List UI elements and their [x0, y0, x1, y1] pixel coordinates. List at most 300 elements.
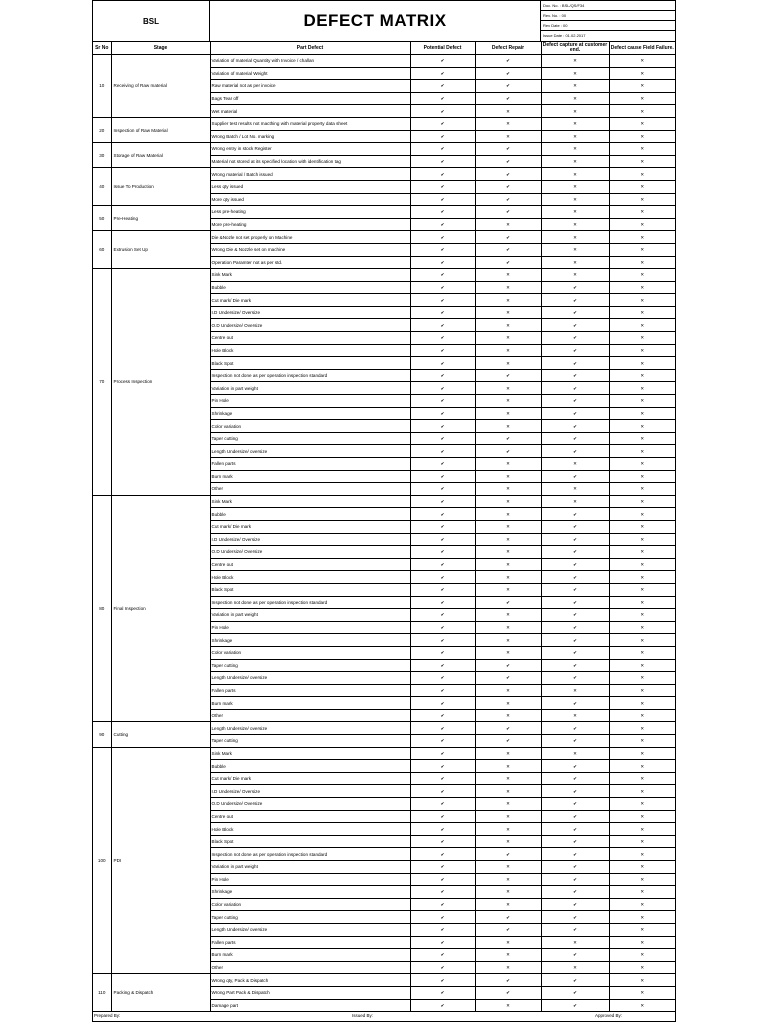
cross-icon: ✕: [475, 395, 541, 408]
document-title: DEFECT MATRIX: [303, 11, 447, 30]
issued-by-label: Issued By:: [352, 1013, 374, 1018]
cross-icon: ✕: [609, 206, 675, 219]
cross-icon: ✕: [475, 130, 541, 143]
column-header-field-failure: Defect cause Field Failure.: [609, 42, 675, 55]
cross-icon: ✕: [609, 986, 675, 999]
check-icon: ✔: [541, 949, 609, 962]
cross-icon: ✕: [541, 206, 609, 219]
check-icon: ✔: [410, 546, 475, 559]
check-icon: ✔: [410, 722, 475, 735]
cross-icon: ✕: [609, 848, 675, 861]
sr-no-cell: 60: [93, 231, 111, 269]
check-icon: ✔: [541, 445, 609, 458]
check-icon: ✔: [410, 986, 475, 999]
check-icon: ✔: [410, 508, 475, 521]
check-icon: ✔: [410, 596, 475, 609]
cross-icon: ✕: [541, 92, 609, 105]
check-icon: ✔: [410, 193, 475, 206]
part-defect-cell: Wrong qty, Pack & Dispatch: [210, 974, 410, 987]
check-icon: ✔: [541, 861, 609, 874]
check-icon: ✔: [410, 243, 475, 256]
check-icon: ✔: [541, 722, 609, 735]
table-row: [93, 974, 675, 987]
check-icon: ✔: [475, 143, 541, 156]
part-defect-cell: Black Spot: [210, 583, 410, 596]
cross-icon: ✕: [475, 520, 541, 533]
check-icon: ✔: [541, 306, 609, 319]
check-icon: ✔: [541, 357, 609, 370]
column-header-defect-capture: Defect capture at customer end.: [542, 42, 608, 53]
cross-icon: ✕: [475, 332, 541, 345]
part-defect-cell: Pin Hole: [210, 395, 410, 408]
cross-icon: ✕: [609, 193, 675, 206]
check-icon: ✔: [410, 344, 475, 357]
part-defect-cell: Sink Mark: [210, 495, 410, 508]
cross-icon: ✕: [475, 117, 541, 130]
check-icon: ✔: [410, 672, 475, 685]
check-icon: ✔: [410, 117, 475, 130]
cross-icon: ✕: [475, 949, 541, 962]
cross-icon: ✕: [609, 722, 675, 735]
part-defect-cell: I.D Undersize/ Oversize: [210, 785, 410, 798]
table-row: [93, 269, 675, 282]
part-defect-cell: O.D Undersize/ Oversize: [210, 546, 410, 559]
cross-icon: ✕: [475, 483, 541, 496]
part-defect-cell: More pre-heating: [210, 218, 410, 231]
cross-icon: ✕: [609, 281, 675, 294]
cross-icon: ✕: [541, 67, 609, 80]
cross-icon: ✕: [609, 180, 675, 193]
cross-icon: ✕: [475, 306, 541, 319]
cross-icon: ✕: [541, 155, 609, 168]
check-icon: ✔: [410, 306, 475, 319]
part-defect-cell: Cut mark/ Die mark: [210, 520, 410, 533]
cross-icon: ✕: [541, 458, 609, 471]
cross-icon: ✕: [609, 117, 675, 130]
cross-icon: ✕: [609, 67, 675, 80]
check-icon: ✔: [541, 621, 609, 634]
check-icon: ✔: [475, 67, 541, 80]
cross-icon: ✕: [475, 294, 541, 307]
cross-icon: ✕: [609, 760, 675, 773]
part-defect-cell: Bubble: [210, 281, 410, 294]
cross-icon: ✕: [541, 961, 609, 974]
check-icon: ✔: [410, 533, 475, 546]
check-icon: ✔: [410, 420, 475, 433]
cross-icon: ✕: [475, 357, 541, 370]
cross-icon: ✕: [475, 798, 541, 811]
check-icon: ✔: [541, 407, 609, 420]
cross-icon: ✕: [475, 583, 541, 596]
check-icon: ✔: [410, 458, 475, 471]
part-defect-cell: Centre out: [210, 558, 410, 571]
cross-icon: ✕: [475, 382, 541, 395]
check-icon: ✔: [410, 835, 475, 848]
cross-icon: ✕: [609, 306, 675, 319]
check-icon: ✔: [410, 206, 475, 219]
cross-icon: ✕: [609, 155, 675, 168]
column-header-part-defect: Part Defect: [210, 42, 410, 55]
part-defect-cell: Wrong Die & Nozzle set on machine: [210, 243, 410, 256]
cross-icon: ✕: [609, 785, 675, 798]
part-defect-cell: Less pre-heating: [210, 206, 410, 219]
check-icon: ✔: [475, 231, 541, 244]
check-icon: ✔: [410, 319, 475, 332]
cross-icon: ✕: [475, 646, 541, 659]
check-icon: ✔: [475, 369, 541, 382]
table-header-row: [93, 42, 675, 55]
column-header-defect-repair: Defect Repair: [475, 42, 541, 55]
check-icon: ✔: [410, 80, 475, 93]
check-icon: ✔: [475, 659, 541, 672]
cross-icon: ✕: [541, 709, 609, 722]
check-icon: ✔: [410, 785, 475, 798]
cross-icon: ✕: [609, 269, 675, 282]
check-icon: ✔: [475, 193, 541, 206]
part-defect-cell: Wrong Batch / Lot No. marking: [210, 130, 410, 143]
cross-icon: ✕: [609, 936, 675, 949]
table-row: [93, 55, 675, 68]
check-icon: ✔: [410, 155, 475, 168]
check-icon: ✔: [541, 873, 609, 886]
check-icon: ✔: [541, 823, 609, 836]
check-icon: ✔: [475, 256, 541, 269]
check-icon: ✔: [410, 873, 475, 886]
cross-icon: ✕: [609, 357, 675, 370]
check-icon: ✔: [475, 92, 541, 105]
cross-icon: ✕: [475, 697, 541, 710]
cross-icon: ✕: [541, 55, 609, 68]
cross-icon: ✕: [541, 747, 609, 760]
part-defect-cell: Centre out: [210, 810, 410, 823]
check-icon: ✔: [541, 810, 609, 823]
check-icon: ✔: [475, 155, 541, 168]
cross-icon: ✕: [609, 697, 675, 710]
part-defect-cell: Wrong entry in stock Register: [210, 143, 410, 156]
cross-icon: ✕: [609, 672, 675, 685]
cross-icon: ✕: [609, 823, 675, 836]
cross-icon: ✕: [475, 470, 541, 483]
cross-icon: ✕: [609, 961, 675, 974]
part-defect-cell: I.D Undersize/ Oversize: [210, 306, 410, 319]
part-defect-cell: Color variation: [210, 646, 410, 659]
sr-no-cell: 90: [93, 722, 111, 747]
sr-no-cell: 70: [93, 269, 111, 496]
cross-icon: ✕: [475, 760, 541, 773]
cross-icon: ✕: [475, 571, 541, 584]
part-defect-cell: Bags Tear off: [210, 92, 410, 105]
check-icon: ✔: [410, 735, 475, 748]
check-icon: ✔: [541, 760, 609, 773]
cross-icon: ✕: [609, 508, 675, 521]
part-defect-cell: O.D Undersize/ Oversize: [210, 798, 410, 811]
part-defect-cell: Centre out: [210, 332, 410, 345]
part-defect-cell: Sink Mark: [210, 269, 410, 282]
check-icon: ✔: [541, 508, 609, 521]
check-icon: ✔: [410, 571, 475, 584]
part-defect-cell: Burn mark: [210, 949, 410, 962]
cross-icon: ✕: [609, 55, 675, 68]
cross-icon: ✕: [541, 684, 609, 697]
cross-icon: ✕: [475, 835, 541, 848]
check-icon: ✔: [410, 911, 475, 924]
sr-no-cell: 80: [93, 495, 111, 722]
cross-icon: ✕: [541, 269, 609, 282]
cross-icon: ✕: [609, 495, 675, 508]
part-defect-cell: O.D Undersize/ Oversize: [210, 319, 410, 332]
cross-icon: ✕: [609, 168, 675, 181]
stage-cell: Final Inspection: [111, 495, 210, 722]
cross-icon: ✕: [475, 961, 541, 974]
part-defect-cell: Length Undersize/ oversize: [210, 445, 410, 458]
part-defect-cell: Inspection not done as per operation inspection standard: [210, 369, 410, 382]
cross-icon: ✕: [475, 458, 541, 471]
part-defect-cell: Color variation: [210, 420, 410, 433]
part-defect-cell: Pin Hole: [210, 621, 410, 634]
part-defect-cell: Other: [210, 483, 410, 496]
check-icon: ✔: [541, 395, 609, 408]
cross-icon: ✕: [475, 281, 541, 294]
check-icon: ✔: [541, 596, 609, 609]
part-defect-cell: Variation in part weight: [210, 861, 410, 874]
check-icon: ✔: [410, 294, 475, 307]
cross-icon: ✕: [609, 684, 675, 697]
cross-icon: ✕: [609, 923, 675, 936]
check-icon: ✔: [475, 168, 541, 181]
check-icon: ✔: [541, 785, 609, 798]
part-defect-cell: Fallen parts: [210, 458, 410, 471]
part-defect-cell: Hole Block: [210, 823, 410, 836]
check-icon: ✔: [541, 332, 609, 345]
sr-no-cell: 50: [93, 206, 111, 231]
check-icon: ✔: [541, 382, 609, 395]
cross-icon: ✕: [609, 886, 675, 899]
part-defect-cell: Fallen parts: [210, 684, 410, 697]
cross-icon: ✕: [541, 117, 609, 130]
stage-cell: Receiving of Raw material: [111, 55, 210, 118]
cross-icon: ✕: [609, 772, 675, 785]
check-icon: ✔: [541, 659, 609, 672]
cross-icon: ✕: [609, 470, 675, 483]
cross-icon: ✕: [541, 143, 609, 156]
cross-icon: ✕: [475, 785, 541, 798]
check-icon: ✔: [541, 294, 609, 307]
doc-number: Doc. No. : BSL/QS/F34: [541, 1, 675, 11]
check-icon: ✔: [410, 395, 475, 408]
check-icon: ✔: [475, 55, 541, 68]
issue-date: Issue Date : 01.02.2017: [543, 33, 586, 38]
check-icon: ✔: [475, 672, 541, 685]
cross-icon: ✕: [541, 130, 609, 143]
cross-icon: ✕: [609, 898, 675, 911]
part-defect-cell: Hole Block: [210, 344, 410, 357]
cross-icon: ✕: [609, 583, 675, 596]
cross-icon: ✕: [609, 243, 675, 256]
check-icon: ✔: [410, 697, 475, 710]
document-control-block: [540, 1, 675, 41]
check-icon: ✔: [475, 722, 541, 735]
prepared-by-label: Prepared By:: [94, 1013, 121, 1018]
check-icon: ✔: [410, 823, 475, 836]
sr-no-cell: 40: [93, 168, 111, 206]
cross-icon: ✕: [609, 861, 675, 874]
check-icon: ✔: [410, 747, 475, 760]
document-header: [93, 1, 675, 41]
check-icon: ✔: [541, 281, 609, 294]
part-defect-cell: Inspection not done as per operation inspection standard: [210, 848, 410, 861]
part-defect-cell: Burn mark: [210, 470, 410, 483]
defect-matrix-sheet: [92, 0, 676, 1022]
cross-icon: ✕: [609, 596, 675, 609]
check-icon: ✔: [541, 898, 609, 911]
part-defect-cell: Taper cutting: [210, 911, 410, 924]
cross-icon: ✕: [475, 407, 541, 420]
check-icon: ✔: [541, 911, 609, 924]
stage-cell: Inspection of Raw Material: [111, 117, 210, 142]
cross-icon: ✕: [541, 180, 609, 193]
sr-no-cell: 110: [93, 974, 111, 1012]
company-name: BSL: [93, 1, 210, 41]
part-defect-cell: Cut mark/ Die mark: [210, 772, 410, 785]
check-icon: ✔: [541, 974, 609, 987]
cross-icon: ✕: [609, 621, 675, 634]
part-defect-cell: Length Undersize/ oversize: [210, 722, 410, 735]
check-icon: ✔: [541, 835, 609, 848]
part-defect-cell: Bubble: [210, 760, 410, 773]
cross-icon: ✕: [609, 294, 675, 307]
check-icon: ✔: [541, 609, 609, 622]
check-icon: ✔: [410, 659, 475, 672]
check-icon: ✔: [541, 798, 609, 811]
check-icon: ✔: [410, 848, 475, 861]
cross-icon: ✕: [609, 634, 675, 647]
cross-icon: ✕: [609, 974, 675, 987]
cross-icon: ✕: [475, 508, 541, 521]
stage-cell: Extrusion Set Up: [111, 231, 210, 269]
check-icon: ✔: [410, 520, 475, 533]
cross-icon: ✕: [609, 533, 675, 546]
part-defect-cell: I.D Undersize/ Oversize: [210, 533, 410, 546]
check-icon: ✔: [475, 986, 541, 999]
check-icon: ✔: [541, 369, 609, 382]
cross-icon: ✕: [609, 646, 675, 659]
cross-icon: ✕: [609, 546, 675, 559]
check-icon: ✔: [475, 243, 541, 256]
check-icon: ✔: [410, 168, 475, 181]
cross-icon: ✕: [609, 369, 675, 382]
cross-icon: ✕: [609, 483, 675, 496]
check-icon: ✔: [410, 369, 475, 382]
cross-icon: ✕: [475, 772, 541, 785]
check-icon: ✔: [541, 546, 609, 559]
cross-icon: ✕: [541, 231, 609, 244]
check-icon: ✔: [410, 180, 475, 193]
check-icon: ✔: [541, 420, 609, 433]
part-defect-cell: Length Undersize/ oversize: [210, 672, 410, 685]
cross-icon: ✕: [475, 344, 541, 357]
part-defect-cell: Die &Nozle not set properly on Machine: [210, 231, 410, 244]
check-icon: ✔: [475, 596, 541, 609]
cross-icon: ✕: [475, 936, 541, 949]
cross-icon: ✕: [609, 432, 675, 445]
table-row: [93, 722, 675, 735]
cross-icon: ✕: [541, 243, 609, 256]
cross-icon: ✕: [609, 659, 675, 672]
cross-icon: ✕: [609, 143, 675, 156]
part-defect-cell: Hole Block: [210, 571, 410, 584]
table-row: [93, 206, 675, 219]
check-icon: ✔: [410, 382, 475, 395]
check-icon: ✔: [410, 432, 475, 445]
check-icon: ✔: [410, 407, 475, 420]
part-defect-cell: Pin Hole: [210, 873, 410, 886]
check-icon: ✔: [410, 861, 475, 874]
check-icon: ✔: [410, 483, 475, 496]
revision-date: Rev Date : 00: [541, 21, 675, 31]
check-icon: ✔: [410, 445, 475, 458]
part-defect-cell: Other: [210, 709, 410, 722]
cross-icon: ✕: [609, 407, 675, 420]
cross-icon: ✕: [609, 747, 675, 760]
check-icon: ✔: [410, 583, 475, 596]
check-icon: ✔: [541, 697, 609, 710]
cross-icon: ✕: [475, 823, 541, 836]
check-icon: ✔: [475, 923, 541, 936]
table-body: [93, 55, 675, 1012]
check-icon: ✔: [410, 558, 475, 571]
check-icon: ✔: [410, 936, 475, 949]
check-icon: ✔: [541, 772, 609, 785]
cross-icon: ✕: [609, 445, 675, 458]
part-defect-cell: Material not stored at its specified location with identification tag: [210, 155, 410, 168]
check-icon: ✔: [475, 80, 541, 93]
part-defect-cell: Fallen parts: [210, 936, 410, 949]
check-icon: ✔: [475, 180, 541, 193]
check-icon: ✔: [541, 571, 609, 584]
part-defect-cell: Variation in part weight: [210, 609, 410, 622]
cross-icon: ✕: [609, 332, 675, 345]
cross-icon: ✕: [609, 709, 675, 722]
check-icon: ✔: [410, 332, 475, 345]
check-icon: ✔: [541, 634, 609, 647]
cross-icon: ✕: [609, 105, 675, 118]
cross-icon: ✕: [609, 420, 675, 433]
check-icon: ✔: [410, 646, 475, 659]
cross-icon: ✕: [541, 168, 609, 181]
check-icon: ✔: [410, 772, 475, 785]
cross-icon: ✕: [475, 546, 541, 559]
check-icon: ✔: [541, 533, 609, 546]
check-icon: ✔: [541, 986, 609, 999]
cross-icon: ✕: [609, 80, 675, 93]
cross-icon: ✕: [475, 533, 541, 546]
check-icon: ✔: [410, 609, 475, 622]
cross-icon: ✕: [475, 621, 541, 634]
cross-icon: ✕: [609, 735, 675, 748]
stage-cell: Issue To Production: [111, 168, 210, 206]
part-defect-cell: Shrinkage: [210, 886, 410, 899]
stage-cell: Packing & Dispatch: [111, 974, 210, 1012]
sr-no-cell: 20: [93, 117, 111, 142]
cross-icon: ✕: [475, 609, 541, 622]
cross-icon: ✕: [609, 256, 675, 269]
cross-icon: ✕: [609, 218, 675, 231]
cross-icon: ✕: [609, 558, 675, 571]
cross-icon: ✕: [475, 898, 541, 911]
part-defect-cell: Supplier test results not macthing with material property data sheet: [210, 117, 410, 130]
part-defect-cell: Taper cutting: [210, 659, 410, 672]
check-icon: ✔: [541, 999, 609, 1012]
